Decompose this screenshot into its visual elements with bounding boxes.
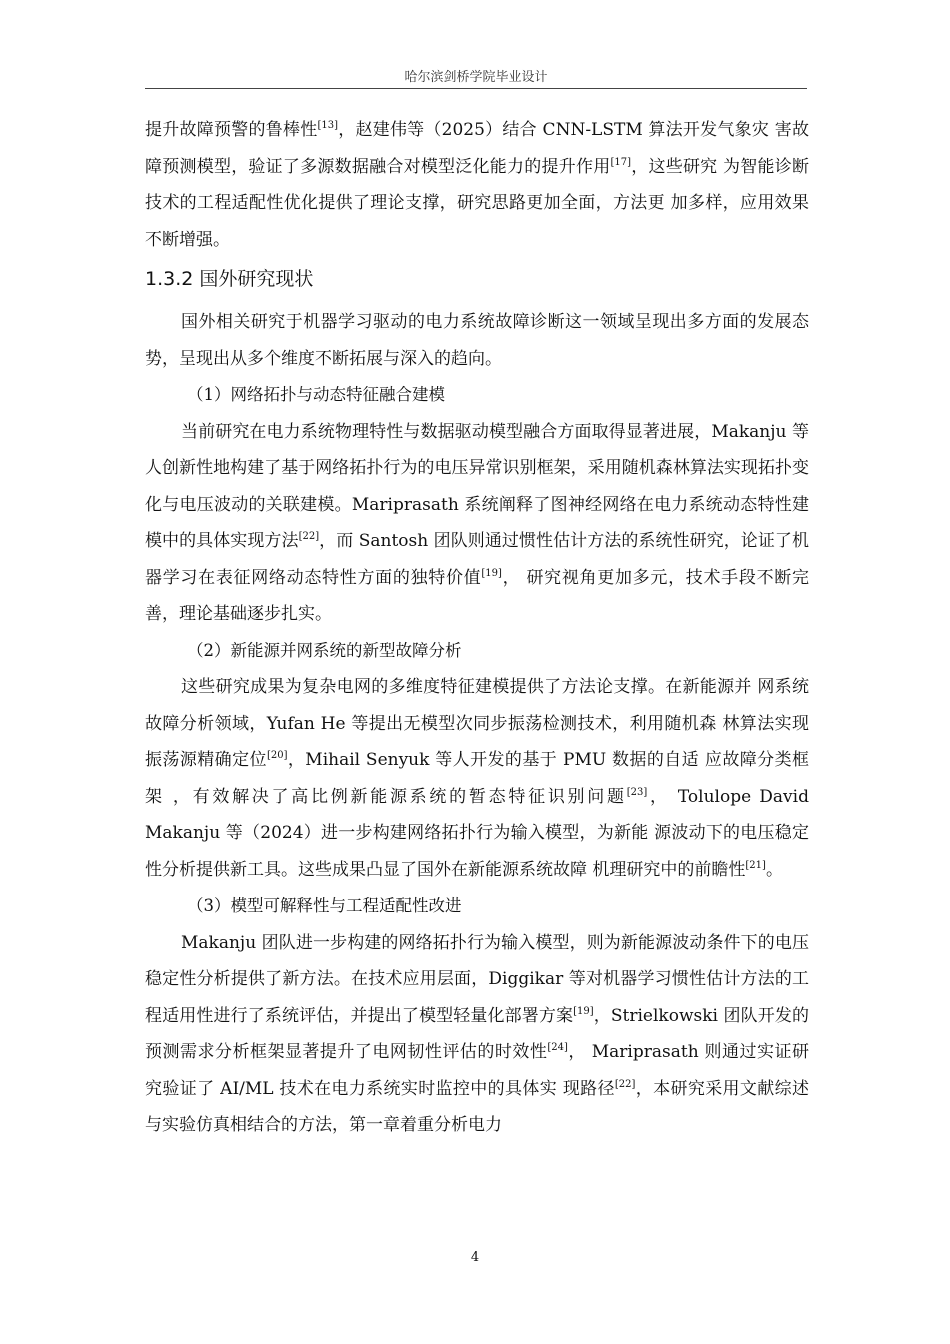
item-2-paragraph (145, 669, 809, 888)
intro-paragraph (145, 112, 809, 258)
header-divider (145, 88, 807, 89)
section-intro-paragraph: 国外相关研究于机器学习驱动的电力系统故障诊断这一领域呈现出多方面的发展态势，呈现出从多个维度不断拓展与深入的趋向。 (145, 312, 809, 369)
citation-13: [13] (317, 120, 338, 131)
item-2-text-4: 。 (765, 859, 783, 880)
item-3-text-3: ， Mariprasath 则通过实证研究验证了 AI/ML 技术在电力系统实时监控中的具体实 现路径 (145, 1042, 810, 1099)
citation-24: [24] (547, 1042, 568, 1053)
citation-17: [17] (610, 156, 631, 168)
item-1-heading: （1）网络拓扑与动态特征融合建模 (187, 385, 445, 404)
citation-23: [23] (626, 786, 648, 798)
section-heading: 1.3.2 国外研究现状 (145, 268, 314, 290)
intro-text-1: 提升故障预警的鲁棒性 (145, 120, 318, 140)
item-2-text-3: ， Tolulope David Makanju 等（2024）进一步构建网络拓扑行为输入模型，为新能 源波动下的电压稳定性分析提供新工具。这些成果凸显了国外在新能源系统故障 机理研究中的前瞻性 (145, 786, 809, 880)
citation-19b: [19] (573, 1005, 594, 1017)
citation-22: [22] (298, 531, 320, 542)
page-number: 4 (470, 1250, 480, 1265)
item-3-text-2: ，Strielkowski 团队开发的预测需求分析框架显著提升了电网韧性评估的时效性 (145, 1005, 810, 1062)
item-3-paragraph (145, 925, 809, 1144)
document-body (145, 112, 809, 1144)
item-1-text-2: ，而 Santosh 团队则通过惯性估计方法的系统性研究，论证了机器学习在表征网络动态特性方面的独特价值 (145, 531, 809, 588)
page-header: 哈尔滨剑桥学院毕业设计 (404, 70, 548, 85)
citation-22b: [22] (614, 1078, 636, 1090)
item-1-text-3: ， 研究视角更加多元，技术手段不断完善，理论基础逐步扎实。 (145, 567, 810, 624)
item-2-heading: （2）新能源并网系统的新型故障分析 (187, 640, 462, 660)
citation-20: [20] (266, 750, 288, 761)
item-3-text-4: ，本研究采用文献综述与实验仿真相结合的方法，第一章着重分析电力 (145, 1078, 809, 1135)
item-1-paragraph (145, 414, 809, 633)
citation-21: [21] (745, 859, 766, 871)
item-1-text-1: 当前研究在电力系统物理特性与数据驱动模型融合方面取得显著进展，Makanju 等人创新性地构建了基于网络拓扑行为的电压异常识别框架，采用随机森林算法实现拓扑变化与电压波动的关联建模。Mariprasath 系统阐释了图神经网络在电力系统动态特性建模中的具体实现方法 (145, 421, 809, 551)
item-3-text-1: Makanju 团队进一步构建的网络拓扑行为输入模型，则为新能源波动条件下的电压稳定性分析提供了新方法。在技术应用层面，Diggikar 等对机器学习惯性估计方法的工程适用性进行了系统评估，并提出了模型轻量化部署方案 (145, 932, 809, 1026)
item-2-text-1: 这些研究成果为复杂电网的多维度特征建模提供了方法论支撑。在新能源并 网系统故障分析领域，Yufan He 等提出无模型次同步振荡检测技术，利用随机森 林算法实现振荡源精确定位 (145, 677, 809, 770)
citation-19: [19] (481, 567, 502, 579)
intro-text-3: ，这些研究 为智能诊断技术的工程适配性优化提供了理论支撑，研究思路更加全面，方法更 加多样，应用效果不断增强。 (145, 156, 810, 250)
intro-text-2: ，赵建伟等（2025）结合 CNN-LSTM 算法开发气象灾 害故障预测模型，验证了多源数据融合对模型泛化能力的提升作用 (145, 120, 809, 177)
item-3-heading: （3）模型可解释性与工程适配性改进 (187, 896, 462, 915)
item-2-text-2: ，Mihail Senyuk 等人开发的基于 PMU 数据的自适 应故障分类框架 ，有效解决了高比例新能源系统的暂态特征识别问题 (145, 750, 809, 807)
